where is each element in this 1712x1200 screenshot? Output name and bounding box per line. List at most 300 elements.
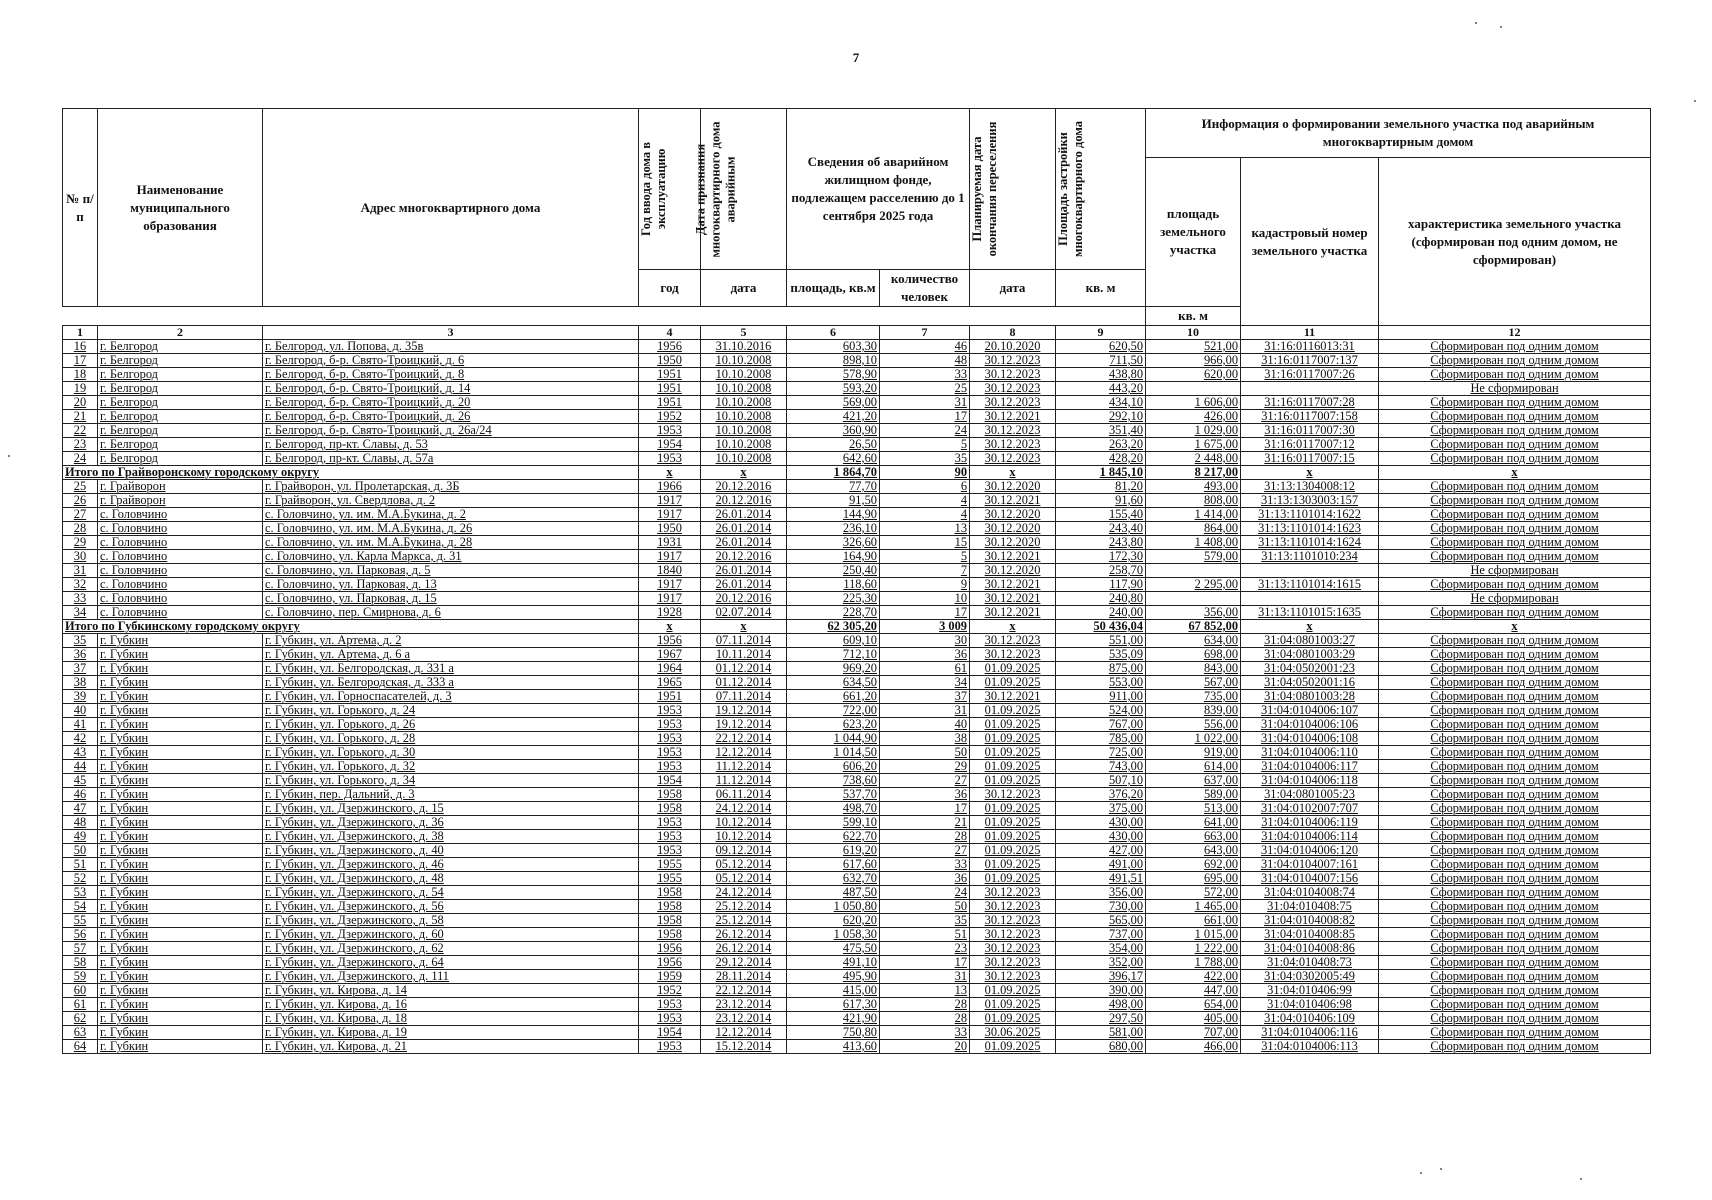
table-row bbox=[63, 872, 1651, 886]
planned-date-cell: 30.12.2021 bbox=[970, 690, 1056, 704]
planned-date-cell: 01.09.2025 bbox=[970, 732, 1056, 746]
municipality-cell: г. Губкин bbox=[98, 760, 263, 774]
people-cell: 46 bbox=[880, 340, 970, 354]
land-area-cell: 808,00 bbox=[1146, 494, 1241, 508]
address-cell: г. Губкин, ул. Горького, д. 26 bbox=[263, 718, 639, 732]
address-cell: с. Головчино, пер. Смирнова, д. 6 bbox=[263, 606, 639, 620]
built-area-cell: 351,40 bbox=[1056, 424, 1146, 438]
land-area-cell bbox=[1146, 564, 1241, 578]
people-cell: 15 bbox=[880, 536, 970, 550]
column-number: 1 bbox=[63, 326, 98, 340]
subtotal-year-cell: x bbox=[639, 620, 701, 634]
municipality-cell: с. Головчино bbox=[98, 522, 263, 536]
row-number: 33 bbox=[63, 592, 98, 606]
area-cell: 1 058,30 bbox=[787, 928, 880, 942]
cadastral-cell: 31:13:1101010:234 bbox=[1241, 550, 1379, 564]
year-cell: 1953 bbox=[639, 718, 701, 732]
date-cell: 10.12.2014 bbox=[701, 830, 787, 844]
address-cell: г. Губкин, ул. Горького, д. 24 bbox=[263, 704, 639, 718]
municipality-cell: г. Белгород bbox=[98, 368, 263, 382]
column-number: 4 bbox=[639, 326, 701, 340]
area-cell: 164,90 bbox=[787, 550, 880, 564]
land-area-cell: 1 408,00 bbox=[1146, 536, 1241, 550]
table-row bbox=[63, 606, 1651, 620]
date-cell: 05.12.2014 bbox=[701, 872, 787, 886]
row-number: 16 bbox=[63, 340, 98, 354]
address-cell: г. Белгород, б-р. Свято-Троицкий, д. 26а/24 bbox=[263, 424, 639, 438]
row-number: 55 bbox=[63, 914, 98, 928]
subtotal-date-cell: x bbox=[701, 466, 787, 480]
year-cell: 1953 bbox=[639, 760, 701, 774]
land-char-cell: Сформирован под одним домом bbox=[1379, 802, 1651, 816]
row-number: 23 bbox=[63, 438, 98, 452]
table-row bbox=[63, 494, 1651, 508]
date-cell: 10.10.2008 bbox=[701, 424, 787, 438]
table-row bbox=[63, 536, 1651, 550]
municipality-cell: г. Губкин bbox=[98, 690, 263, 704]
row-number: 41 bbox=[63, 718, 98, 732]
land-area-cell: 2 448,00 bbox=[1146, 452, 1241, 466]
municipality-cell: г. Белгород bbox=[98, 452, 263, 466]
cadastral-cell: 31:16:0117007:158 bbox=[1241, 410, 1379, 424]
people-cell: 37 bbox=[880, 690, 970, 704]
people-cell: 23 bbox=[880, 942, 970, 956]
area-cell: 712,10 bbox=[787, 648, 880, 662]
address-cell: г. Губкин, ул. Дзержинского, д. 54 bbox=[263, 886, 639, 900]
area-cell: 642,60 bbox=[787, 452, 880, 466]
address-cell: г. Белгород, б-р. Свято-Троицкий, д. 6 bbox=[263, 354, 639, 368]
built-area-cell: 91,60 bbox=[1056, 494, 1146, 508]
land-char-cell: Сформирован под одним домом bbox=[1379, 872, 1651, 886]
year-cell: 1950 bbox=[639, 354, 701, 368]
area-cell: 1 050,80 bbox=[787, 900, 880, 914]
scan-speck bbox=[8, 455, 10, 457]
municipality-cell: г. Белгород bbox=[98, 410, 263, 424]
column-number: 3 bbox=[263, 326, 639, 340]
area-cell: 491,10 bbox=[787, 956, 880, 970]
land-char-cell: Сформирован под одним домом bbox=[1379, 928, 1651, 942]
built-area-cell: 428,20 bbox=[1056, 452, 1146, 466]
land-char-cell: Сформирован под одним домом bbox=[1379, 900, 1651, 914]
land-char-cell: Сформирован под одним домом bbox=[1379, 816, 1651, 830]
year-cell: 1956 bbox=[639, 942, 701, 956]
date-cell: 23.12.2014 bbox=[701, 1012, 787, 1026]
people-cell: 30 bbox=[880, 634, 970, 648]
date-cell: 20.12.2016 bbox=[701, 494, 787, 508]
municipality-cell: г. Губкин bbox=[98, 1012, 263, 1026]
row-number: 29 bbox=[63, 536, 98, 550]
year-cell: 1950 bbox=[639, 522, 701, 536]
year-cell: 1954 bbox=[639, 1026, 701, 1040]
address-cell: г. Белгород, б-р. Свято-Троицкий, д. 26 bbox=[263, 410, 639, 424]
header-date-emergency: Дата признания многоквартирного дома аварийным bbox=[701, 109, 787, 270]
municipality-cell: г. Губкин bbox=[98, 704, 263, 718]
year-cell: 1951 bbox=[639, 382, 701, 396]
year-cell: 1966 bbox=[639, 480, 701, 494]
municipality-cell: г. Губкин bbox=[98, 634, 263, 648]
date-cell: 20.12.2016 bbox=[701, 550, 787, 564]
year-cell: 1917 bbox=[639, 578, 701, 592]
row-number: 20 bbox=[63, 396, 98, 410]
area-cell: 603,30 bbox=[787, 340, 880, 354]
row-number: 38 bbox=[63, 676, 98, 690]
municipality-cell: с. Головчино bbox=[98, 550, 263, 564]
address-cell: г. Губкин, ул. Дзержинского, д. 38 bbox=[263, 830, 639, 844]
built-area-cell: 258,70 bbox=[1056, 564, 1146, 578]
planned-date-cell: 30.12.2023 bbox=[970, 396, 1056, 410]
cadastral-cell: 31:04:0801005:23 bbox=[1241, 788, 1379, 802]
date-cell: 20.12.2016 bbox=[701, 592, 787, 606]
header-cadastral: кадастровый номер земельного участка bbox=[1241, 158, 1379, 326]
row-number: 61 bbox=[63, 998, 98, 1012]
address-cell: г. Белгород, ул. Попова, д. 35в bbox=[263, 340, 639, 354]
planned-date-cell: 01.09.2025 bbox=[970, 1040, 1056, 1054]
land-area-cell: 422,00 bbox=[1146, 970, 1241, 984]
land-char-cell: Сформирован под одним домом bbox=[1379, 648, 1651, 662]
land-area-cell: 513,00 bbox=[1146, 802, 1241, 816]
municipality-cell: с. Головчино bbox=[98, 508, 263, 522]
row-number: 22 bbox=[63, 424, 98, 438]
people-cell: 27 bbox=[880, 774, 970, 788]
planned-date-cell: 01.09.2025 bbox=[970, 872, 1056, 886]
municipality-cell: г. Белгород bbox=[98, 340, 263, 354]
planned-date-cell: 01.09.2025 bbox=[970, 704, 1056, 718]
area-cell: 569,00 bbox=[787, 396, 880, 410]
date-cell: 02.07.2014 bbox=[701, 606, 787, 620]
people-cell: 17 bbox=[880, 606, 970, 620]
people-cell: 7 bbox=[880, 564, 970, 578]
address-cell: г. Губкин, ул. Белгородская, д. 333 а bbox=[263, 676, 639, 690]
row-number: 62 bbox=[63, 1012, 98, 1026]
people-cell: 4 bbox=[880, 508, 970, 522]
built-area-cell: 711,50 bbox=[1056, 354, 1146, 368]
cadastral-cell: 31:04:0104006:106 bbox=[1241, 718, 1379, 732]
land-char-cell: Сформирован под одним домом bbox=[1379, 858, 1651, 872]
built-area-cell: 620,50 bbox=[1056, 340, 1146, 354]
header-unit-people: количество человек bbox=[880, 270, 970, 307]
planned-date-cell: 01.09.2025 bbox=[970, 774, 1056, 788]
built-area-cell: 240,80 bbox=[1056, 592, 1146, 606]
land-area-cell: 634,00 bbox=[1146, 634, 1241, 648]
land-area-cell: 1 788,00 bbox=[1146, 956, 1241, 970]
people-cell: 34 bbox=[880, 676, 970, 690]
land-area-cell: 356,00 bbox=[1146, 606, 1241, 620]
row-number: 57 bbox=[63, 942, 98, 956]
land-area-cell: 1 022,00 bbox=[1146, 732, 1241, 746]
row-number: 18 bbox=[63, 368, 98, 382]
date-cell: 11.12.2014 bbox=[701, 774, 787, 788]
built-area-cell: 117,90 bbox=[1056, 578, 1146, 592]
area-cell: 91,50 bbox=[787, 494, 880, 508]
area-cell: 606,20 bbox=[787, 760, 880, 774]
table-row bbox=[63, 886, 1651, 900]
date-cell: 26.01.2014 bbox=[701, 564, 787, 578]
land-area-cell: 572,00 bbox=[1146, 886, 1241, 900]
date-cell: 20.12.2016 bbox=[701, 480, 787, 494]
land-area-cell: 698,00 bbox=[1146, 648, 1241, 662]
row-number: 19 bbox=[63, 382, 98, 396]
column-number: 11 bbox=[1241, 326, 1379, 340]
year-cell: 1953 bbox=[639, 424, 701, 438]
date-cell: 07.11.2014 bbox=[701, 690, 787, 704]
table-row bbox=[63, 998, 1651, 1012]
date-cell: 15.12.2014 bbox=[701, 1040, 787, 1054]
land-char-cell: Сформирован под одним домом bbox=[1379, 788, 1651, 802]
planned-date-cell: 30.12.2020 bbox=[970, 564, 1056, 578]
area-cell: 77,70 bbox=[787, 480, 880, 494]
row-number: 42 bbox=[63, 732, 98, 746]
land-char-cell: Сформирован под одним домом bbox=[1379, 704, 1651, 718]
area-cell: 421,90 bbox=[787, 1012, 880, 1026]
table-row bbox=[63, 410, 1651, 424]
row-number: 59 bbox=[63, 970, 98, 984]
people-cell: 17 bbox=[880, 802, 970, 816]
land-char-cell: Сформирован под одним домом bbox=[1379, 606, 1651, 620]
built-area-cell: 785,00 bbox=[1056, 732, 1146, 746]
municipality-cell: г. Губкин bbox=[98, 872, 263, 886]
subtotal-year-cell: x bbox=[639, 466, 701, 480]
built-area-cell: 430,00 bbox=[1056, 816, 1146, 830]
planned-date-cell: 01.09.2025 bbox=[970, 858, 1056, 872]
municipality-cell: г. Губкин bbox=[98, 774, 263, 788]
land-char-cell: Сформирован под одним домом bbox=[1379, 886, 1651, 900]
cadastral-cell: 31:04:0502001:23 bbox=[1241, 662, 1379, 676]
municipality-cell: г. Губкин bbox=[98, 928, 263, 942]
people-cell: 31 bbox=[880, 970, 970, 984]
column-number: 9 bbox=[1056, 326, 1146, 340]
column-number: 12 bbox=[1379, 326, 1651, 340]
planned-date-cell: 01.09.2025 bbox=[970, 802, 1056, 816]
land-char-cell: Сформирован под одним домом bbox=[1379, 718, 1651, 732]
row-number: 54 bbox=[63, 900, 98, 914]
land-char-cell: Сформирован под одним домом bbox=[1379, 424, 1651, 438]
planned-date-cell: 30.12.2023 bbox=[970, 382, 1056, 396]
built-area-cell: 172,30 bbox=[1056, 550, 1146, 564]
planned-date-cell: 30.12.2023 bbox=[970, 424, 1056, 438]
municipality-cell: г. Белгород bbox=[98, 424, 263, 438]
table-row bbox=[63, 354, 1651, 368]
built-area-cell: 240,00 bbox=[1056, 606, 1146, 620]
people-cell: 27 bbox=[880, 844, 970, 858]
planned-date-cell: 30.12.2021 bbox=[970, 550, 1056, 564]
land-area-cell: 1 606,00 bbox=[1146, 396, 1241, 410]
people-cell: 38 bbox=[880, 732, 970, 746]
people-cell: 36 bbox=[880, 788, 970, 802]
cadastral-cell: 31:04:0801003:27 bbox=[1241, 634, 1379, 648]
cadastral-cell: 31:13:1101014:1615 bbox=[1241, 578, 1379, 592]
subtotal-label: Итого по Губкинскому городскому округу bbox=[63, 620, 639, 634]
year-cell: 1953 bbox=[639, 816, 701, 830]
cadastral-cell: 31:04:0104006:117 bbox=[1241, 760, 1379, 774]
land-area-cell: 1 029,00 bbox=[1146, 424, 1241, 438]
table-row bbox=[63, 774, 1651, 788]
built-area-cell: 352,00 bbox=[1056, 956, 1146, 970]
header-unit-sqm: кв. м bbox=[1056, 270, 1146, 307]
year-cell: 1951 bbox=[639, 368, 701, 382]
scan-speck bbox=[1440, 1168, 1442, 1170]
municipality-cell: с. Головчино bbox=[98, 606, 263, 620]
cadastral-cell: 31:04:0302005:49 bbox=[1241, 970, 1379, 984]
cadastral-cell: 31:04:010406:99 bbox=[1241, 984, 1379, 998]
table-row bbox=[63, 396, 1651, 410]
row-number: 49 bbox=[63, 830, 98, 844]
people-cell: 35 bbox=[880, 914, 970, 928]
header-land-char: характеристика земельного участка (сформирован под одним домом, не сформирован) bbox=[1379, 158, 1651, 326]
built-area-cell: 430,00 bbox=[1056, 830, 1146, 844]
row-number: 51 bbox=[63, 858, 98, 872]
built-area-cell: 553,00 bbox=[1056, 676, 1146, 690]
address-cell: г. Губкин, ул. Дзержинского, д. 111 bbox=[263, 970, 639, 984]
address-cell: г. Губкин, ул. Белгородская, д. 331 а bbox=[263, 662, 639, 676]
table-row bbox=[63, 704, 1651, 718]
municipality-cell: г. Губкин bbox=[98, 732, 263, 746]
planned-date-cell: 01.09.2025 bbox=[970, 746, 1056, 760]
built-area-cell: 680,00 bbox=[1056, 1040, 1146, 1054]
row-number: 56 bbox=[63, 928, 98, 942]
cadastral-cell: 31:04:010408:75 bbox=[1241, 900, 1379, 914]
land-area-cell bbox=[1146, 592, 1241, 606]
date-cell: 10.11.2014 bbox=[701, 648, 787, 662]
row-number: 31 bbox=[63, 564, 98, 578]
table-row bbox=[63, 788, 1651, 802]
row-number: 52 bbox=[63, 872, 98, 886]
address-cell: г. Грайворон, ул. Пролетарская, д. 3Б bbox=[263, 480, 639, 494]
subtotal-land-area-cell: 8 217,00 bbox=[1146, 466, 1241, 480]
land-char-cell: Сформирован под одним домом bbox=[1379, 368, 1651, 382]
table-row bbox=[63, 368, 1651, 382]
built-area-cell: 443,20 bbox=[1056, 382, 1146, 396]
table-row bbox=[63, 564, 1651, 578]
land-char-cell: Не сформирован bbox=[1379, 382, 1651, 396]
land-char-cell: Сформирован под одним домом bbox=[1379, 634, 1651, 648]
row-number: 44 bbox=[63, 760, 98, 774]
area-cell: 537,70 bbox=[787, 788, 880, 802]
built-area-cell: 498,00 bbox=[1056, 998, 1146, 1012]
cadastral-cell: 31:16:0117007:28 bbox=[1241, 396, 1379, 410]
date-cell: 10.10.2008 bbox=[701, 410, 787, 424]
people-cell: 10 bbox=[880, 592, 970, 606]
table-row bbox=[63, 662, 1651, 676]
people-cell: 29 bbox=[880, 760, 970, 774]
area-cell: 225,30 bbox=[787, 592, 880, 606]
date-cell: 26.01.2014 bbox=[701, 508, 787, 522]
row-number: 21 bbox=[63, 410, 98, 424]
planned-date-cell: 30.12.2021 bbox=[970, 606, 1056, 620]
planned-date-cell: 30.12.2023 bbox=[970, 788, 1056, 802]
table-row bbox=[63, 858, 1651, 872]
area-cell: 26,50 bbox=[787, 438, 880, 452]
municipality-cell: г. Губкин bbox=[98, 970, 263, 984]
row-number: 26 bbox=[63, 494, 98, 508]
row-number: 47 bbox=[63, 802, 98, 816]
people-cell: 17 bbox=[880, 956, 970, 970]
people-cell: 24 bbox=[880, 424, 970, 438]
table-row bbox=[63, 550, 1651, 564]
address-cell: г. Губкин, ул. Горького, д. 30 bbox=[263, 746, 639, 760]
municipality-cell: г. Губкин bbox=[98, 998, 263, 1012]
planned-date-cell: 01.09.2025 bbox=[970, 718, 1056, 732]
header-built-area: Площадь застройки многоквартирного дома bbox=[1056, 109, 1146, 270]
area-cell: 1 014,50 bbox=[787, 746, 880, 760]
people-cell: 25 bbox=[880, 382, 970, 396]
planned-date-cell: 01.09.2025 bbox=[970, 830, 1056, 844]
row-number: 64 bbox=[63, 1040, 98, 1054]
date-cell: 10.10.2008 bbox=[701, 354, 787, 368]
built-area-cell: 390,00 bbox=[1056, 984, 1146, 998]
land-area-cell: 966,00 bbox=[1146, 354, 1241, 368]
land-area-cell: 843,00 bbox=[1146, 662, 1241, 676]
year-cell: 1958 bbox=[639, 928, 701, 942]
address-cell: г. Губкин, ул. Артема, д. 6 а bbox=[263, 648, 639, 662]
column-number: 5 bbox=[701, 326, 787, 340]
table-row bbox=[63, 1026, 1651, 1040]
land-area-cell: 447,00 bbox=[1146, 984, 1241, 998]
address-cell: г. Белгород, пр-кт. Славы, д. 57а bbox=[263, 452, 639, 466]
row-number: 27 bbox=[63, 508, 98, 522]
cadastral-cell: 31:04:0104006:108 bbox=[1241, 732, 1379, 746]
built-area-cell: 491,51 bbox=[1056, 872, 1146, 886]
column-number: 8 bbox=[970, 326, 1056, 340]
built-area-cell: 243,40 bbox=[1056, 522, 1146, 536]
land-char-cell: Сформирован под одним домом bbox=[1379, 746, 1651, 760]
header-land-area: площадь земельного участка bbox=[1146, 158, 1241, 307]
row-number: 17 bbox=[63, 354, 98, 368]
address-cell: г. Белгород, пр-кт. Славы, д. 53 bbox=[263, 438, 639, 452]
cadastral-cell: 31:04:010406:98 bbox=[1241, 998, 1379, 1012]
table-row bbox=[63, 452, 1651, 466]
planned-date-cell: 30.12.2023 bbox=[970, 928, 1056, 942]
land-area-cell: 426,00 bbox=[1146, 410, 1241, 424]
area-cell: 118,60 bbox=[787, 578, 880, 592]
land-area-cell: 405,00 bbox=[1146, 1012, 1241, 1026]
land-area-cell: 839,00 bbox=[1146, 704, 1241, 718]
built-area-cell: 524,00 bbox=[1056, 704, 1146, 718]
area-cell: 415,00 bbox=[787, 984, 880, 998]
subtotal-built-area-cell: 1 845,10 bbox=[1056, 466, 1146, 480]
built-area-cell: 434,10 bbox=[1056, 396, 1146, 410]
subtotal-planned-date-cell: x bbox=[970, 620, 1056, 634]
land-area-cell: 2 295,00 bbox=[1146, 578, 1241, 592]
cadastral-cell: 31:04:0104007:161 bbox=[1241, 858, 1379, 872]
land-char-cell: Сформирован под одним домом bbox=[1379, 774, 1651, 788]
built-area-cell: 243,80 bbox=[1056, 536, 1146, 550]
scan-speck bbox=[1500, 26, 1502, 28]
date-cell: 11.12.2014 bbox=[701, 760, 787, 774]
table-row bbox=[63, 914, 1651, 928]
row-number: 28 bbox=[63, 522, 98, 536]
municipality-cell: г. Губкин bbox=[98, 956, 263, 970]
planned-date-cell: 30.12.2023 bbox=[970, 452, 1056, 466]
cadastral-cell: 31:04:0104006:114 bbox=[1241, 830, 1379, 844]
land-char-cell: Сформирован под одним домом bbox=[1379, 662, 1651, 676]
address-cell: г. Губкин, ул. Дзержинского, д. 46 bbox=[263, 858, 639, 872]
cadastral-cell: 31:13:1101014:1624 bbox=[1241, 536, 1379, 550]
year-cell: 1917 bbox=[639, 550, 701, 564]
column-number: 10 bbox=[1146, 326, 1241, 340]
built-area-cell: 551,00 bbox=[1056, 634, 1146, 648]
planned-date-cell: 30.12.2021 bbox=[970, 592, 1056, 606]
built-area-cell: 263,20 bbox=[1056, 438, 1146, 452]
municipality-cell: г. Губкин bbox=[98, 648, 263, 662]
cadastral-cell: 31:04:0104008:74 bbox=[1241, 886, 1379, 900]
built-area-cell: 730,00 bbox=[1056, 900, 1146, 914]
address-cell: с. Головчино, ул. им. М.А.Букина, д. 28 bbox=[263, 536, 639, 550]
year-cell: 1953 bbox=[639, 1012, 701, 1026]
row-number: 63 bbox=[63, 1026, 98, 1040]
date-cell: 22.12.2014 bbox=[701, 984, 787, 998]
cadastral-cell: 31:04:0102007:707 bbox=[1241, 802, 1379, 816]
table-body bbox=[63, 340, 1651, 1054]
